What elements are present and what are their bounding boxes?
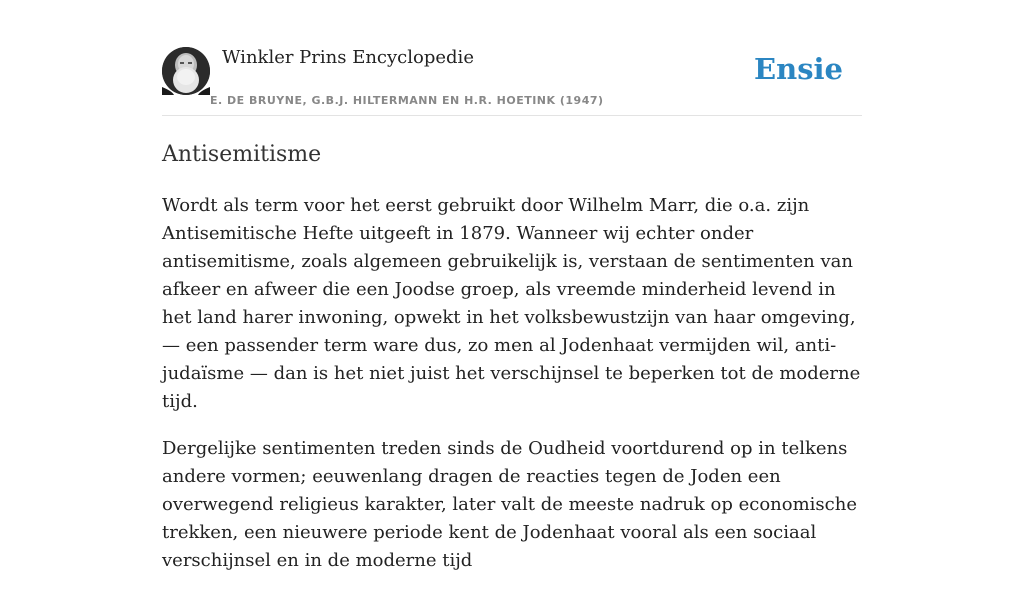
article-paragraph: Wordt als term voor het eerst gebruikt door Wilhelm Marr, die o.a. zijn Antisemitische Hefte uitgeeft in 1879. Wanneer wij echter onder antisemitisme, zoals algemeen gebruikelijk is, verstaan de sentimenten van afkeer en afweer die een Joodse groep, als vreemde minderheid levend in het land harer inwoning, opwekt in het volksbewustzijn van haar omgeving, — een passender term ware dus, zo men al Jodenhaat vermijden wil, anti-judaïsme — dan is het niet juist het verschijnsel te beperken tot de moderne tijd. [162, 195, 861, 412]
author-credits: E. DE BRUYNE, G.B.J. HILTERMANN EN H.R. HOETINK (1947) [210, 94, 604, 107]
article-paragraph: Dergelijke sentimenten treden sinds de Oudheid voortdurend op in telkens andere vormen; eeuwenlang dragen de reacties tegen de Joden een overwegend religieus karakter, later valt de meeste nadruk op economische trekken, een nieuwere periode kent de Jodenhaat vooral als een sociaal verschijnsel en in de moderne tijd [162, 438, 857, 571]
avatar [162, 47, 210, 95]
article-title: Antisemitisme [162, 142, 322, 167]
site-title: Winkler Prins Encyclopedie [222, 47, 474, 68]
ensie-logo-link[interactable]: Ensie [754, 52, 843, 86]
author-portrait-icon [162, 47, 210, 95]
header [162, 44, 862, 116]
article-body [162, 192, 862, 594]
